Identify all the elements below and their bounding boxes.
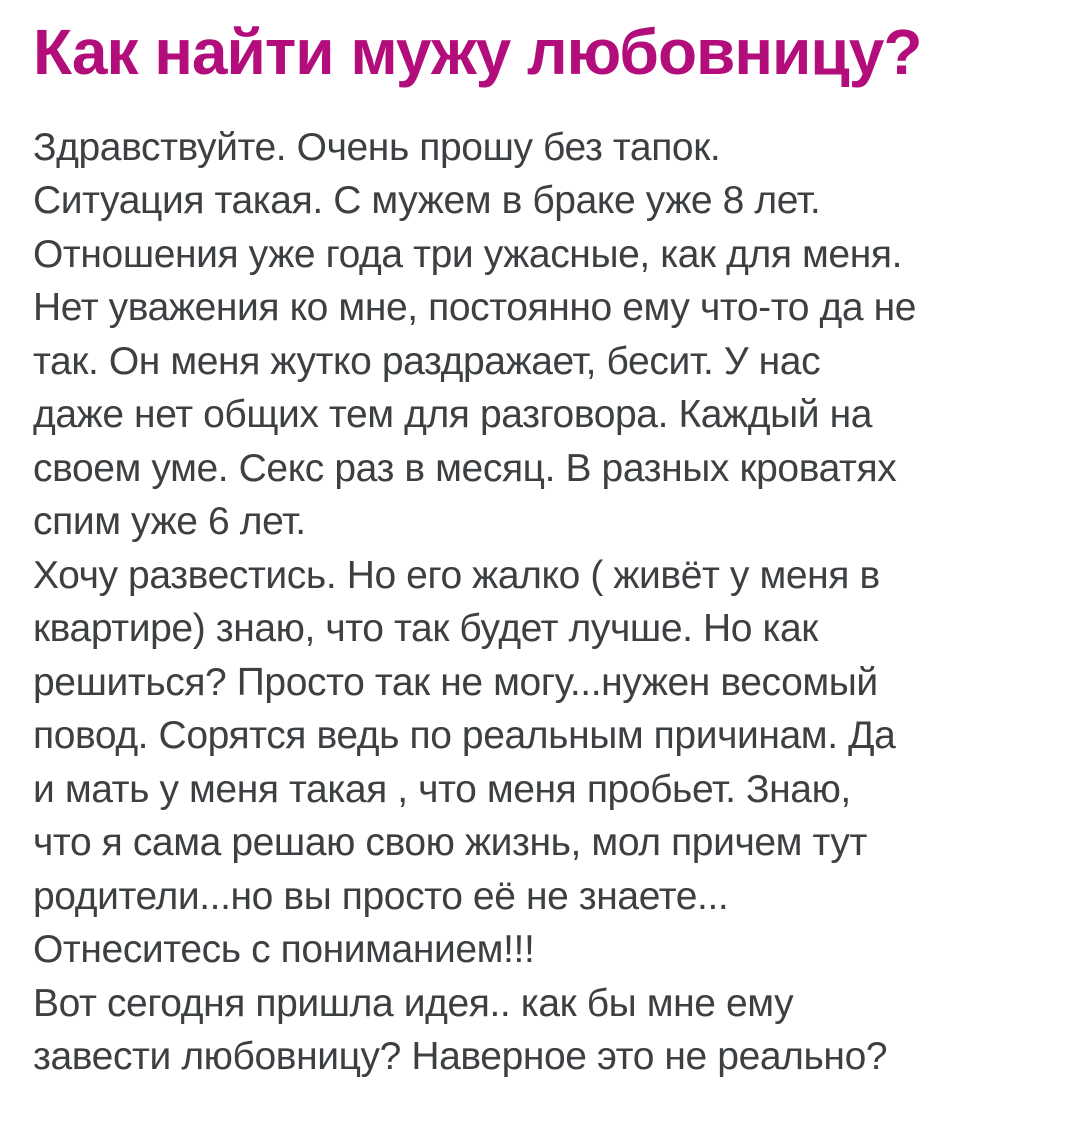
body-line: спим уже 6 лет. — [33, 500, 306, 544]
body-line: даже нет общих тем для разговора. Каждый на — [33, 393, 872, 437]
body-line: повод. Сорятся ведь по реальным причинам. Да — [33, 714, 896, 758]
body-line: что я сама решаю свою жизнь, мол причем тут — [33, 821, 867, 865]
body-line: квартире) знаю, что так будет лучше. Но как — [33, 607, 818, 651]
body-line: Хочу развестись. Но его жалко ( живёт у меня в — [33, 553, 880, 597]
body-line: Отнеситесь с пониманием!!! — [33, 928, 535, 972]
body-line: завести любовницу? Наверное это не реально? — [33, 1035, 888, 1079]
body-line: Ситуация такая. С мужем в браке уже 8 лет. — [33, 179, 821, 223]
body-line: решиться? Просто так не могу...нужен весомый — [33, 660, 878, 704]
body-line: родители...но вы просто её не знаете... — [33, 874, 729, 918]
body-line: Вот сегодня пришла идея.. как бы мне ему — [33, 981, 794, 1025]
body-line: Отношения уже года три ужасные, как для меня. — [33, 232, 903, 276]
body-line: Нет уважения ко мне, постоянно ему что-то да не — [33, 286, 917, 330]
post-title: Как найти мужу любовницу? — [33, 16, 922, 88]
post-body — [33, 121, 1045, 1084]
body-line: и мать у меня такая , что меня пробьет. Знаю, — [33, 767, 851, 811]
body-line: своем уме. Секс раз в месяц. В разных кроватях — [33, 446, 897, 490]
body-line: так. Он меня жутко раздражает, бесит. У нас — [33, 339, 821, 383]
body-line: Здравствуйте. Очень прошу без тапок. — [33, 125, 721, 169]
